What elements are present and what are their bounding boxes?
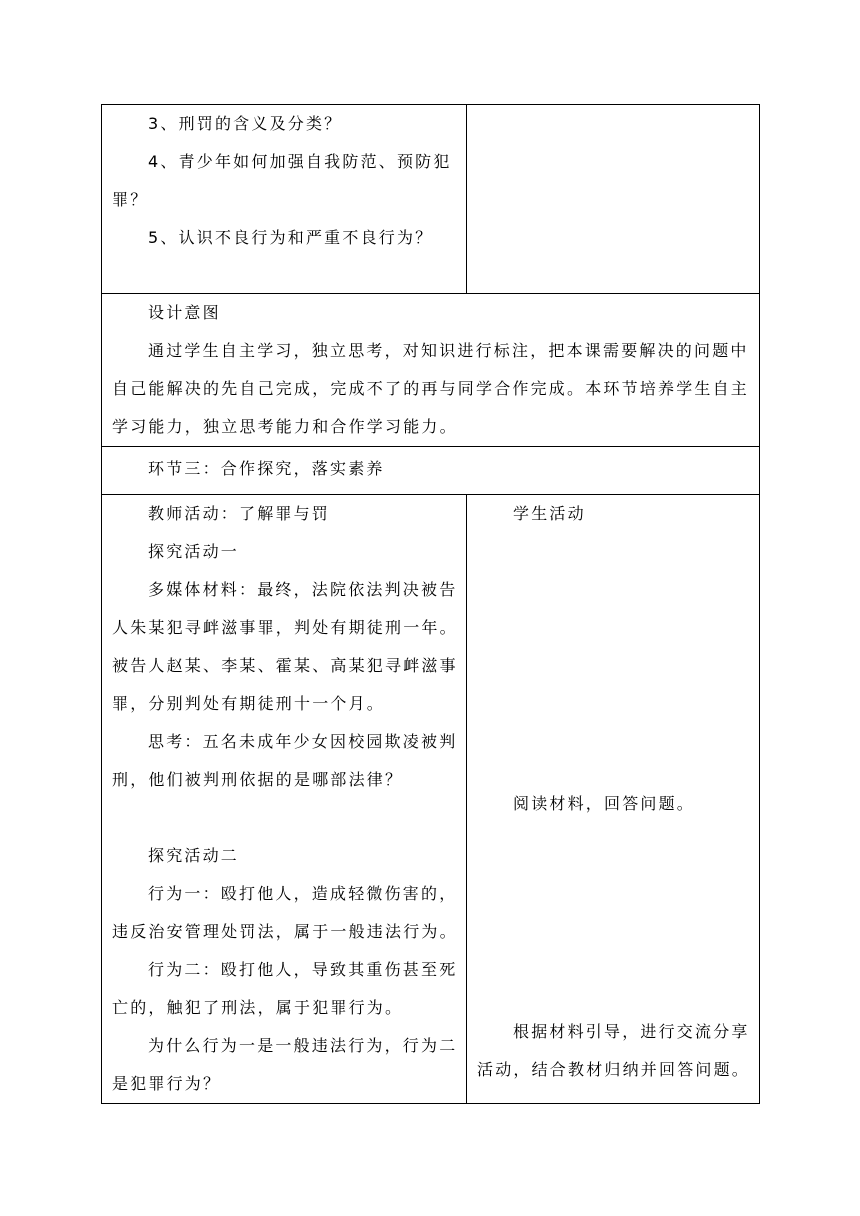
student-activity-title: 学生活动 (513, 504, 586, 523)
spacer (112, 799, 458, 837)
teacher-activity-title: 教师活动：了解罪与罚 (148, 504, 331, 523)
activity-1-title: 探究活动一 (148, 542, 240, 561)
activities-row (102, 495, 760, 1104)
design-intent-heading: 设计意图 (148, 303, 221, 322)
section-cell (102, 447, 760, 495)
design-intent-body: 通过学生自主学习，独立思考，对知识进行标注，把本课需要解决的问题中自己能解决的先自己完成，完成不了的再与同学合作完成。本环节培养学生自主学习能力，独立思考能力和合作学习能力。 (112, 341, 750, 436)
design-intent-row (102, 294, 760, 447)
question-3: 3、刑罚的含义及分类？ (148, 114, 343, 133)
lesson-plan-table (101, 104, 760, 1104)
think-question: 思考：五名未成年少女因校园欺凌被判刑，他们被判刑依据的是哪部法律？ (112, 732, 458, 789)
comparison-question: 为什么行为一是一般违法行为，行为二是犯罪行为？ (112, 1036, 458, 1093)
empty-cell (467, 105, 760, 294)
activity-2-title: 探究活动二 (148, 846, 240, 865)
section-title: 环节三：合作探究，落实素养 (148, 459, 385, 478)
multimedia-material: 多媒体材料：最终，法院依法判决被告人朱某犯寻衅滋事罪，判处有期徒刑一年。被告人赵某、李某、霍某、高某犯寻衅滋事罪，分别判处有期徒刑十一个月。 (112, 580, 458, 713)
student-answer-1: 阅读材料，回答问题。 (513, 794, 696, 813)
question-4: 4、青少年如何加强自我防范、预防犯罪？ (112, 152, 452, 209)
design-intent-cell (102, 294, 760, 447)
behavior-1: 行为一：殴打他人，造成轻微伤害的，违反治安管理处罚法，属于一般违法行为。 (112, 884, 458, 941)
questions-row (102, 105, 760, 294)
student-activity-cell (467, 495, 760, 1104)
teacher-activity-cell (102, 495, 467, 1104)
behavior-2: 行为二：殴打他人，导致其重伤甚至死亡的，触犯了刑法，属于犯罪行为。 (112, 960, 458, 1017)
section-row (102, 447, 760, 495)
student-answer-2: 根据材料引导，进行交流分享活动，结合教材归纳并回答问题。 (477, 1022, 751, 1079)
question-5: 5、认识不良行为和严重不良行为？ (148, 228, 434, 247)
questions-cell (102, 105, 467, 294)
